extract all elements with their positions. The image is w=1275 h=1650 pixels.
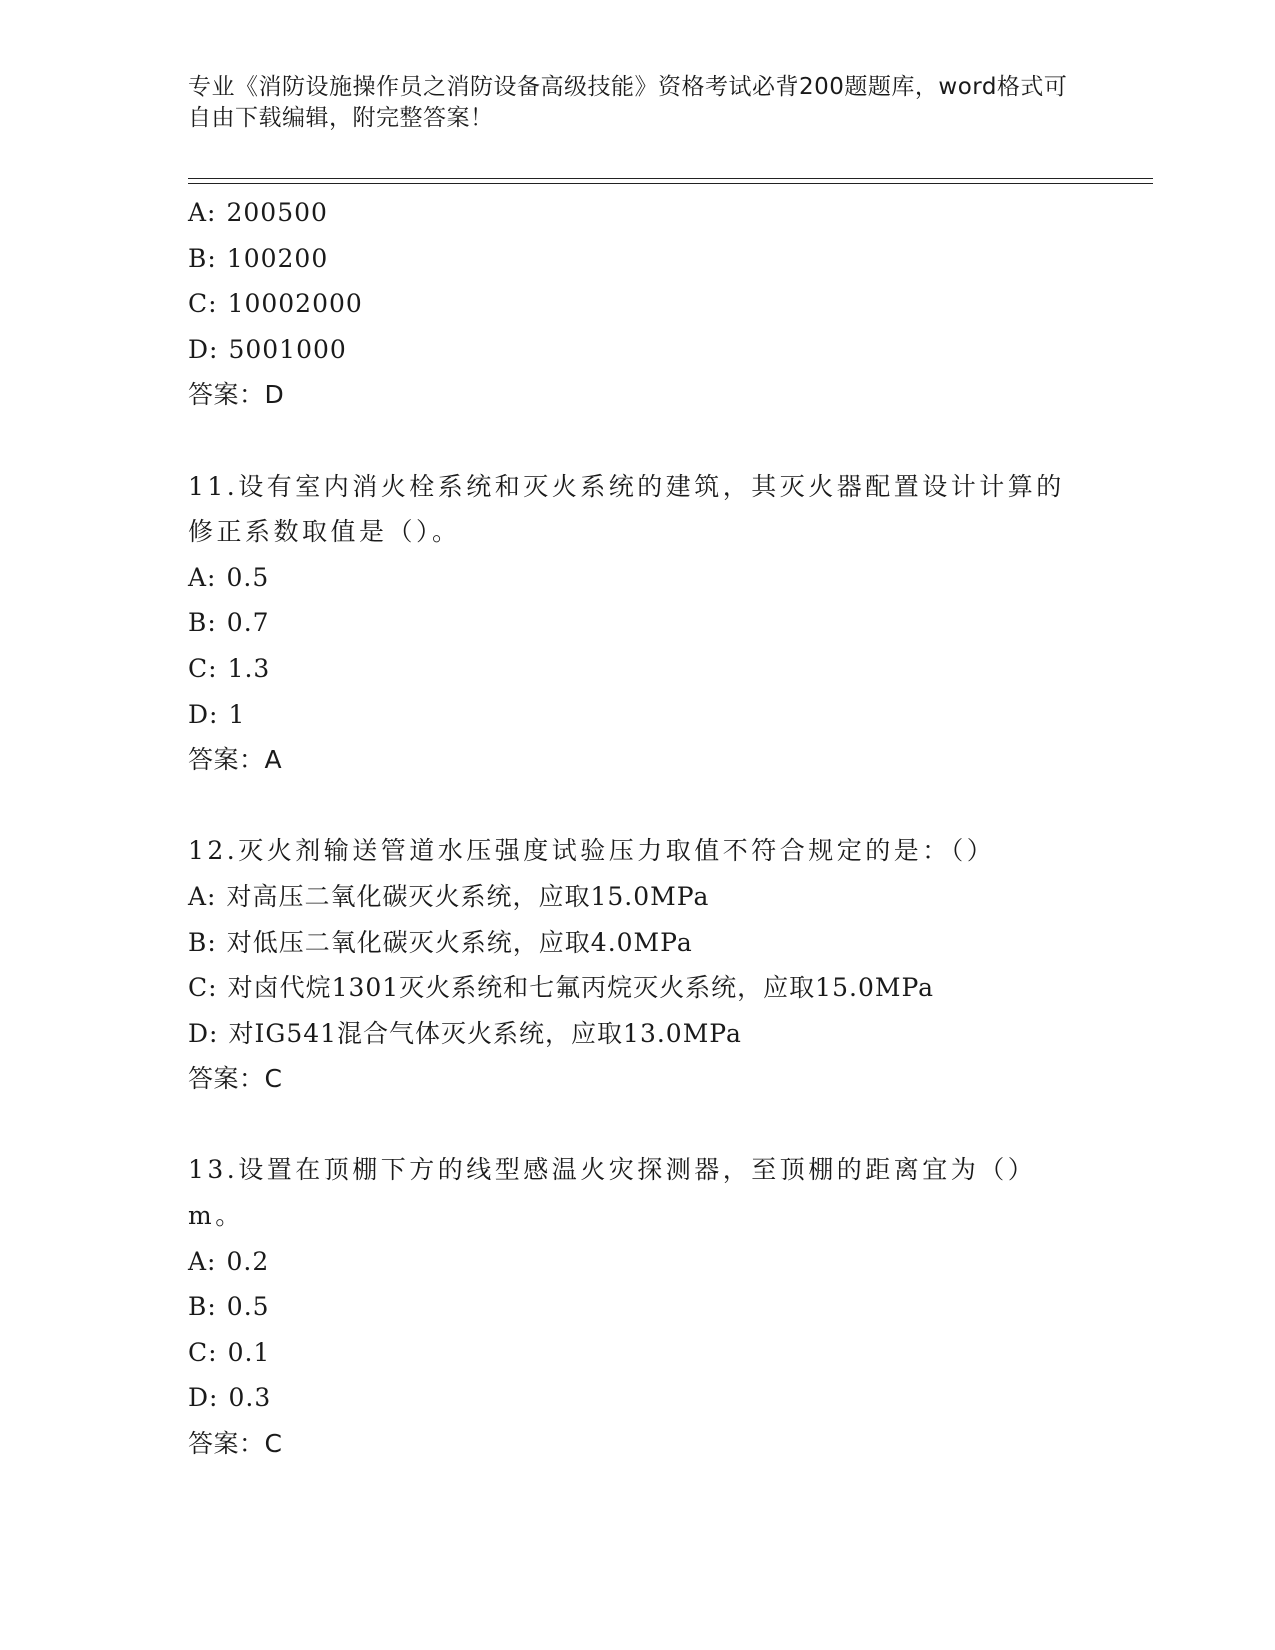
option-d: D: 0.3 [188,1383,272,1413]
question-stem: 13.设置在顶棚下方的线型感温火灾探测器，至顶棚的距离宜为（）m。 [188,1155,1037,1231]
question-stem: 12.灭火剂输送管道水压强度试验压力取值不符合规定的是：（） [188,836,996,866]
question-stem: 11.设有室内消火栓系统和灭火系统的建筑，其灭火器配置设计计算的修正系数取值是（）。 [188,471,1065,547]
option-b: B: 对低压二氧化碳灭火系统，应取4.0MPa [188,927,693,957]
option-b: B: 0.7 [188,608,270,638]
question-12 [188,828,1078,1102]
option-d: D: 5001000 [188,334,347,364]
question-content [188,190,1078,1467]
option-d: D: 对IG541混合气体灭火系统，应取13.0MPa [188,1018,742,1048]
document-header: 专业《消防设施操作员之消防设备高级技能》资格考试必背200题题库，word格式可自由下载编辑，附完整答案！ [188,74,1068,131]
spacer [188,418,1078,464]
option-c: C: 0.1 [188,1337,271,1367]
option-a: A: 0.2 [188,1246,270,1276]
option-c: C: 10002000 [188,289,363,319]
question-10 [188,190,1078,418]
answer-line: 答案：C [188,1429,283,1459]
option-a: A: 对高压二氧化碳灭火系统，应取15.0MPa [188,881,710,911]
spacer [188,783,1078,829]
option-a: A: 200500 [188,198,328,227]
option-b: B: 100200 [188,243,329,273]
question-13 [188,1147,1078,1466]
header-rule-top [188,178,1153,179]
option-a: A: 0.5 [188,562,270,592]
question-11 [188,464,1078,783]
spacer [188,1102,1078,1148]
option-b: B: 0.5 [188,1292,270,1322]
answer-line: 答案：D [188,380,285,410]
option-d: D: 1 [188,699,246,729]
option-c: C: 1.3 [188,653,271,683]
answer-line: 答案：C [188,1064,283,1094]
header-rule-bottom [188,183,1153,184]
option-c: C: 对卤代烷1301灭火系统和七氟丙烷灭火系统，应取15.0MPa [188,973,935,1003]
answer-line: 答案：A [188,745,283,775]
